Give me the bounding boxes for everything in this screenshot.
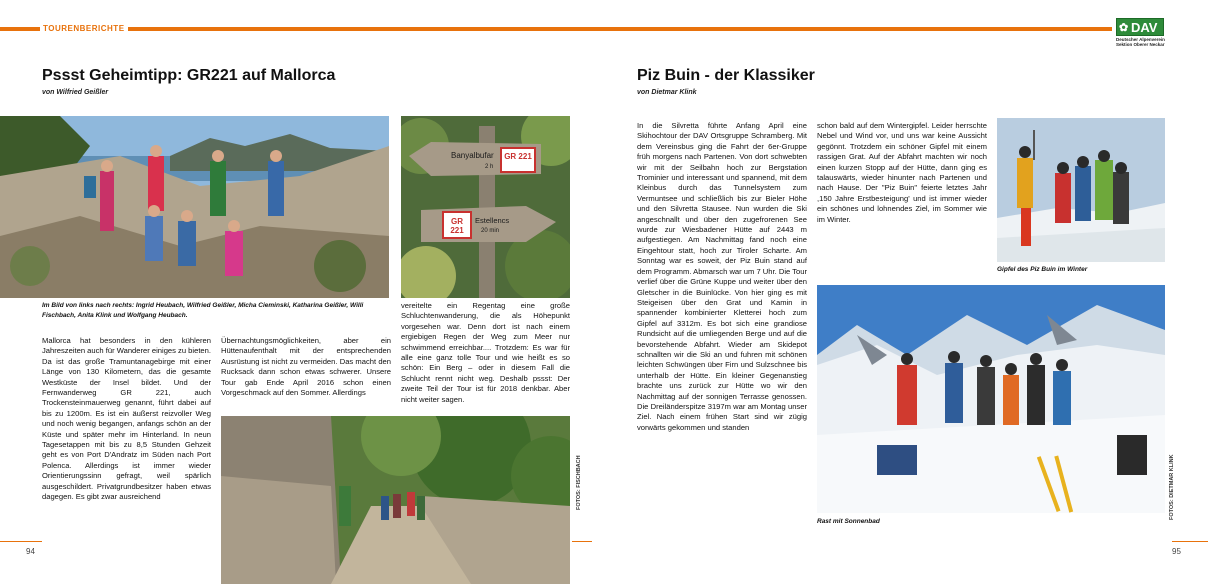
summit-photo [997, 118, 1165, 262]
page-number-right: 95 [1172, 547, 1181, 556]
sign-bottom-place: Estellencs [475, 216, 510, 225]
summit-photo-caption: Gipfel des Piz Buin im Winter [997, 266, 1088, 273]
left-photo-caption: Im Bild von links nach rechts: Ingrid Heubach, Wilfried Geißler, Micha Cieminski, Katharina Geißler, Willi Fischbach, Anita Klink und Wolfgang Heubach. [42, 302, 364, 319]
section-tag: TOURENBERICHTE [40, 24, 128, 33]
left-article-col-3: vereitelte ein Regentag eine große Schluchtenwanderung, die als Höhepunkt vorgesehen war. Denn dort ist nach einem ergiebigen Regen der Weg zum Meer nur schwimmend erreichbar.... Trotzdem: Es war für alle eine ganz tolle Tour und wie heißt es so schön: Ein Berg – oder in diesem Fall die Schlucht rennt nicht weg. Deshalb pssst: Der zweite Teil der Tour ist für 2018 denkbar. Aber nicht weiter sagen. [401, 301, 570, 404]
sign-top-code: GR 221 [504, 152, 532, 161]
right-article-title: Piz Buin - der Klassiker [637, 67, 815, 84]
signpost-photo [401, 116, 570, 298]
right-article-col-1: In die Silvretta führte Anfang April eine Skihochtour der DAV Ortsgruppe Schramberg. Mit dem Vereinsbus ging die Fahrt der 6er-Gruppe früh morgens nach Partenen. Von dort schwebten wir mit der Seilbahn hoch zur Bergstation Trominier und interessant und spannend, mit dem Kleinbus durch das Tunnelsystem zum Vermuntsee und schließlich bis zur Bieler Höhe und den Silvretta Stausee. Nun wurden die Ski angeschnallt und über den zugefrorenen See wurde zur Wiesbadener Hütte auf 2443 m aufgestiegen. Am Nachmittag fand noch eine Eingehtour statt, hoch zur Tiroler Scharte. Am Sonntag war es soweit, der Piz Buin stand auf dem Programm. Abmarsch war um 7 Uhr. Die Tour verlief über die Grüne Kuppe und weiter über den Gletscher in die Buinlücke. Von hier ging es mit Steigeisen über den Grat und Kamin in spannender kombinierter Kletterei hoch zum Gipfel auf 3312m. Es bot sich eine grandiose Rundsicht auf die umliegenden Berge und auf die bevorstehende Abfahrt. Wieder am Skidepot schnallten wir die Ski an und fuhren mit schönen leichten Schwüngen über Firn und Sulzschnee bis unterhalb der Hütte. Ein kleiner Gegenanstieg brachte uns zurück zur Hütte wo wir den Nachmittag auf der sonnigen Terrasse genossen. Die Dreiländerspitze 3197m war am Montag unser Ziel. Nach einem frühen Start sind wir zügig vorwärts gekommen und standen [637, 121, 807, 432]
footer-rule-left-end [572, 541, 592, 542]
sign-bottom-code: GR 221 [450, 217, 464, 235]
right-article-col-2: schon bald auf dem Wintergipfel. Leider herrschte Nebel und Wind vor, und uns war keine Aussicht gegönnt. Trotzdem ein schöner Gipfel mit einem rassigen Grat. Auf der Abfahrt machten wir noch einen kurzen Stopp auf der Hütte, dann ging es talauswärts, wieder hinunter nach Partenen und nach Hause. Der "Piz Buin" feierte letztes Jahr ,150 Jahre Erstbesteigung' und ist immer wieder ein schönes und lohnendes Ziel, im Sommer wie im Winter. [817, 121, 987, 224]
sign-top-place: Banyalbufar [451, 151, 494, 160]
page-number-left: 94 [26, 547, 35, 556]
logo-name: DAV [1131, 20, 1158, 35]
left-article-title: Pssst Geheimtipp: GR221 auf Mallorca [42, 67, 336, 84]
sign-top-time: 2 h [485, 164, 494, 170]
header-rule-left [0, 27, 1112, 31]
footer-rule-left [0, 541, 42, 542]
left-article-col-1: Mallorca hat besonders in den kühleren Jahreszeiten auch für Wanderer einiges zu bieten. Da ist das große Tramuntanagebirge mit einer Länge von 130 Kilometern, das die gesamte Westküste der Insel bildet. Und der Fernwanderweg GR 221, auch Trockensteinmauerweg genannt, führt dabei auf bis zu 1200m. Es ist ein äußerst reizvoller Weg und noch wenig begangen, anfangs schön an der Küste und später mehr im Hinterland. In neun Tagesetappen mit bis zu 8,5 Stunden Gehzeit geht es von Port D'Andratz im Süden nach Port Polenca. Allerdings ist immer wieder Orientierungssinn gefragt, weil spärlich ausgeschildert. Privatgrundbesitzer haben etwas dagegen. Es gibt zwar ausreichend [42, 336, 211, 502]
trail-photo [221, 416, 570, 584]
right-photo-credit: FOTOS: DIETMAR KLINK [1169, 454, 1175, 520]
rest-photo [817, 285, 1165, 513]
logo-line2: Sektion Oberer Neckar [1116, 42, 1165, 47]
logo-subtitle [1116, 37, 1168, 47]
footer-rule-right [1172, 541, 1208, 542]
left-article-byline: von Wilfried Geißler [42, 89, 109, 96]
edelweiss-icon: ✿ [1119, 22, 1129, 34]
dav-logo [1116, 18, 1166, 52]
rest-photo-caption: Rast mit Sonnenbad [817, 518, 880, 525]
right-article-byline: von Dietmar Klink [637, 89, 697, 96]
logo-line1: Deutscher Alpenverein [1116, 37, 1165, 42]
logo-badge [1116, 18, 1164, 36]
sign-bottom-time: 20 min [481, 228, 500, 234]
left-photo-credit: FOTOS: FISCHBACH [576, 455, 582, 510]
group-photo-mallorca [0, 116, 389, 298]
left-article-col-2: Übernachtungsmöglichkeiten, aber ein Hüttenaufenthalt mit der entsprechenden Ausrüstung ist nicht zu vermeiden. Das macht den Rucksack dann schon etwas schwerer. Unsere Tour gab Ende April 2016 schon einen Vorgeschmack auf den Sommer. Allerdings [221, 336, 391, 398]
